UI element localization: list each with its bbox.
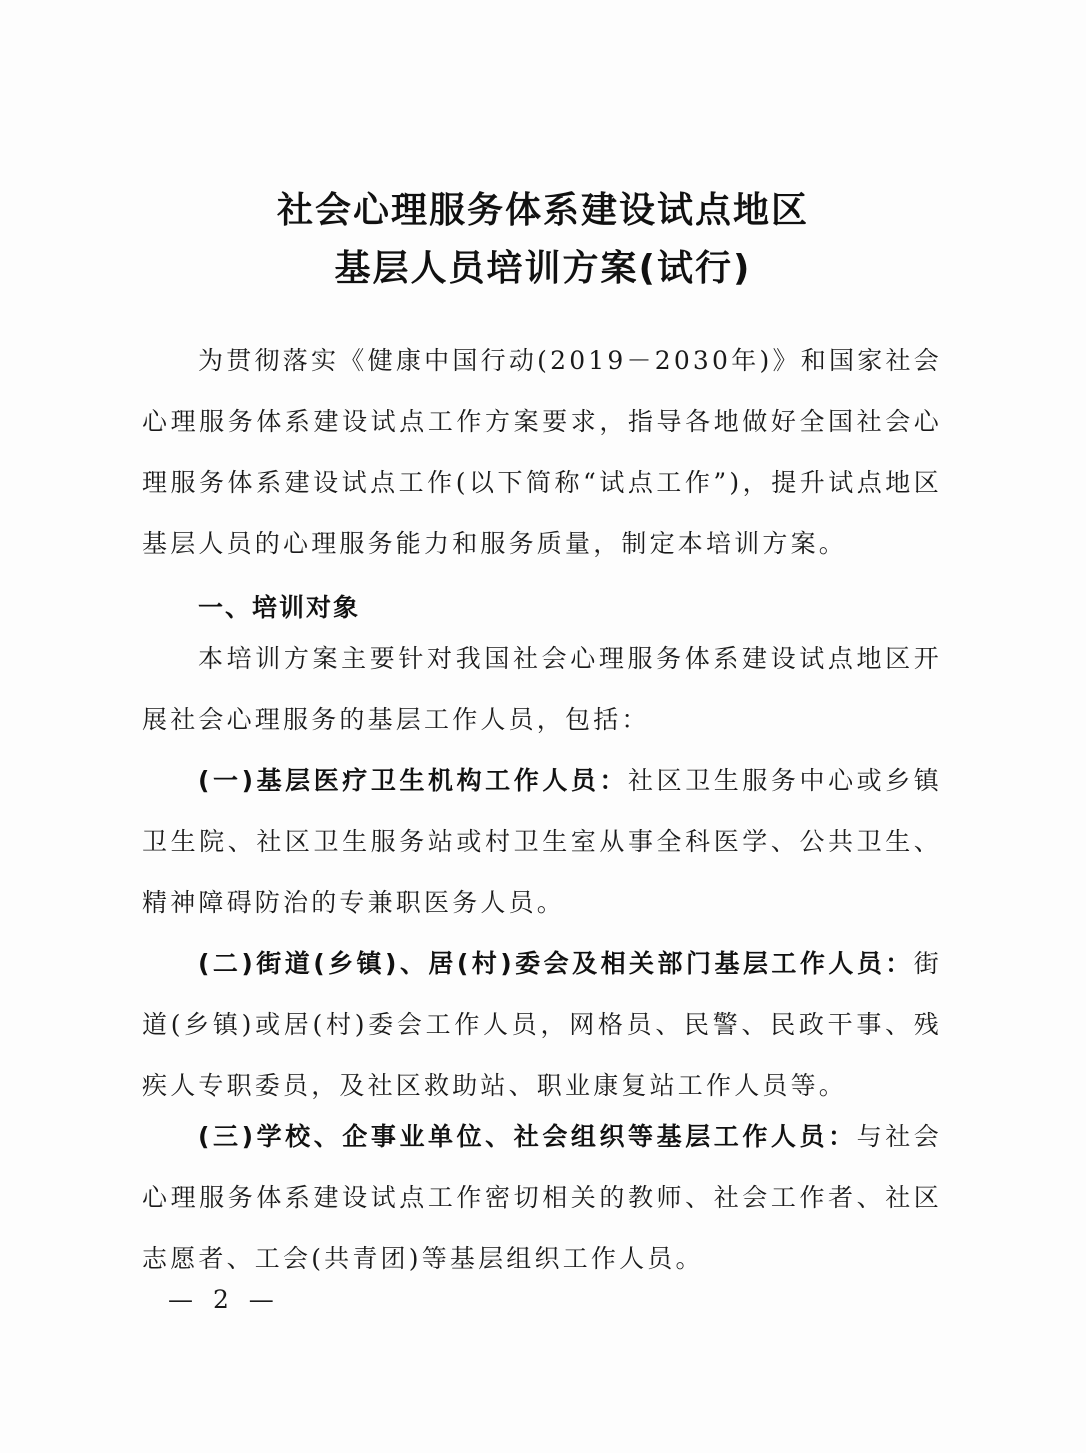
item-text: 与社会心理服务体系建设试点工作密切相关的教师、社会工作者、社区志愿者、工会(共青团)等基层组织工作人员。 <box>142 1122 942 1273</box>
item-label: (一)基层医疗卫生机构工作人员： <box>198 766 629 795</box>
list-item <box>142 1106 942 1289</box>
intro-paragraph: 为贯彻落实《健康中国行动(2019－2030年)》和国家社会心理服务体系建设试点工作方案要求，指导各地做好全国社会心理服务体系建设试点工作(以下简称“试点工作”)，提升试点地区基层人员的心理服务能力和服务质量，制定本培训方案。 <box>142 346 942 558</box>
list-item <box>142 750 942 933</box>
page-number: — 2 — <box>168 1285 280 1314</box>
item-label: (二)街道(乡镇)、居(村)委会及相关部门基层工作人员： <box>198 949 914 978</box>
section-body-paragraph: 本培训方案主要针对我国社会心理服务体系建设试点地区开展社会心理服务的基层工作人员，包括： <box>142 644 942 734</box>
list-item <box>142 933 942 1116</box>
item-text: 社区卫生服务中心或乡镇卫生院、社区卫生服务站或村卫生室从事全科医学、公共卫生、精神障碍防治的专兼职医务人员。 <box>142 766 942 917</box>
item-text: 街道(乡镇)或居(村)委会工作人员，网格员、民警、民政干事、残疾人专职委员，及社区救助站、职业康复站工作人员等。 <box>142 949 942 1100</box>
document-title-line2: 基层人员培训方案(试行) <box>334 248 752 289</box>
document-title-line1: 社会心理服务体系建设试点地区 <box>276 190 809 231</box>
section-heading-training-targets: 一、培训对象 <box>198 593 361 622</box>
item-label: (三)学校、企事业单位、社会组织等基层工作人员： <box>198 1122 857 1151</box>
